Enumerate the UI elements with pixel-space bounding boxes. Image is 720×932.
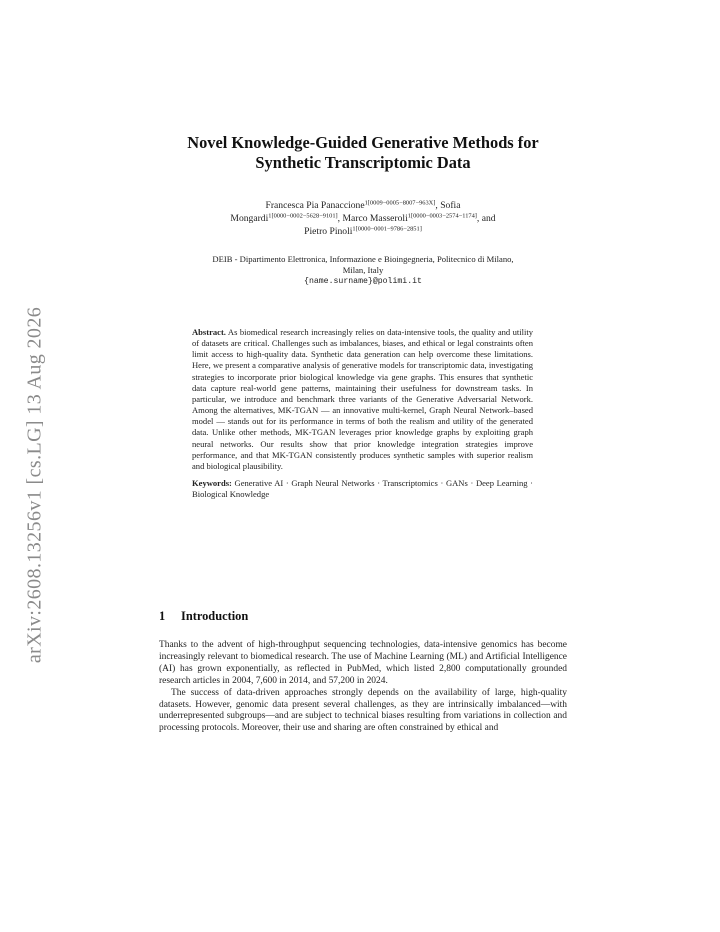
- author-name: Mongardi: [230, 213, 269, 224]
- author-affiliation-mark: 1: [364, 199, 368, 207]
- author-name: Francesca Pia Panaccione: [265, 200, 365, 211]
- affiliation-line-1: DEIB - Dipartimento Elettronica, Informazione e Bioingegneria, Politecnico di Milano,: [212, 254, 514, 264]
- paper-title-line-1: Novel Knowledge-Guided Generative Methods for: [187, 133, 539, 152]
- section-heading-introduction: [159, 609, 567, 624]
- abstract-block: [192, 327, 533, 500]
- intro-paragraph-1: Thanks to the advent of high-throughput sequencing technologies, data-intensive genomics has become increasingly relevant to biomedical research. The use of Machine Learning (ML) and Artificial Intelligence (AI) has grown exponentially, as reflected in PubMed, which listed 2,800 computationally grounded research articles in 2004, 7,600 in 2014, and 57,200 in 2024.: [159, 640, 567, 686]
- affiliation-block: [159, 254, 567, 288]
- keywords-paragraph: [192, 478, 533, 500]
- affiliation-line-2: Milan, Italy: [342, 265, 384, 276]
- intro-paragraph-2: The success of data-driven approaches strongly depends on the availability of large, high-quality datasets. However, genomic data present several challenges, as they are intrinsically imbalanced—with underrepresented subgroups—and are subject to technical biases resulting from variations in collection and processing protocols. Moreover, their use and sharing are often constrained by ethical and: [159, 687, 567, 734]
- contact-email: {name.surname}@polimi.it: [304, 277, 422, 287]
- author-orcid: [0000−0003−2574−1174]: [410, 212, 477, 220]
- author-orcid: [0009−0005−8007−963X]: [367, 199, 436, 207]
- abstract-label: Abstract.: [192, 327, 226, 337]
- abstract-text: As biomedical research increasingly relies on data-intensive tools, the quality and utility of datasets are critical. Challenges such as imbalances, biases, and ethical or legal constraints often limit access to high-quality data. Synthetic data generation can help overcome these limitations. Here, we present a comparative analysis of generative models for transcriptomic data, investigating strategies to incorporate prior biological knowledge via gene graphs. This ensures that synthetic data capture real-world gene patterns, maintaining their usefulness for downstream tasks. In particular, we introduce and benchmark three variants of the Generative Adversarial Network. Among the alternatives, MK-TGAN — an innovative multi-kernel, Graph Neural Network–based model — stands out for its performance in terms of both the realism and utility of the generated data. Unlike other methods, MK-TGAN leverages prior knowledge graphs by exploiting graph neural networks. Our results show that prior knowledge integration strategies improve performance, and that MK-TGAN consistently produces synthetic samples with superior realism and biological plausibility.: [192, 327, 534, 471]
- abstract-paragraph: [192, 327, 533, 472]
- author-affiliation-mark: 1: [352, 225, 356, 233]
- paper-title: [159, 133, 567, 173]
- paper-title-line-2: Synthetic Transcriptomic Data: [255, 153, 471, 172]
- author-orcid: [0000−0001−9786−2851]: [355, 225, 422, 233]
- section-number: 1: [159, 609, 166, 623]
- author-affiliation-mark: 1: [268, 212, 272, 220]
- author-line-2: [159, 212, 567, 225]
- author-separator: , Marco Masseroli: [337, 213, 408, 224]
- introduction-body: [159, 640, 567, 735]
- arxiv-identifier-text: arXiv:2608.13256v1 [cs.LG] 13 Aug 2026: [23, 306, 46, 664]
- section-title: Introduction: [181, 609, 249, 623]
- author-separator: , Sofia: [435, 200, 461, 211]
- author-affiliation-mark: 1: [407, 212, 411, 220]
- author-line-3: [159, 225, 567, 238]
- author-list: [159, 199, 567, 238]
- author-name: Pietro Pinoli: [304, 226, 353, 237]
- keywords-label: Keywords:: [192, 478, 232, 489]
- author-line-1: [159, 199, 567, 212]
- keywords-text: Generative AI · Graph Neural Networks · Transcriptomics · GANs · Deep Learning · Biological Knowledge: [192, 478, 533, 500]
- author-separator: , and: [476, 213, 496, 224]
- arxiv-identifier-stamp: [23, 306, 46, 664]
- author-orcid: [0000−0002−5628−9101]: [271, 212, 338, 220]
